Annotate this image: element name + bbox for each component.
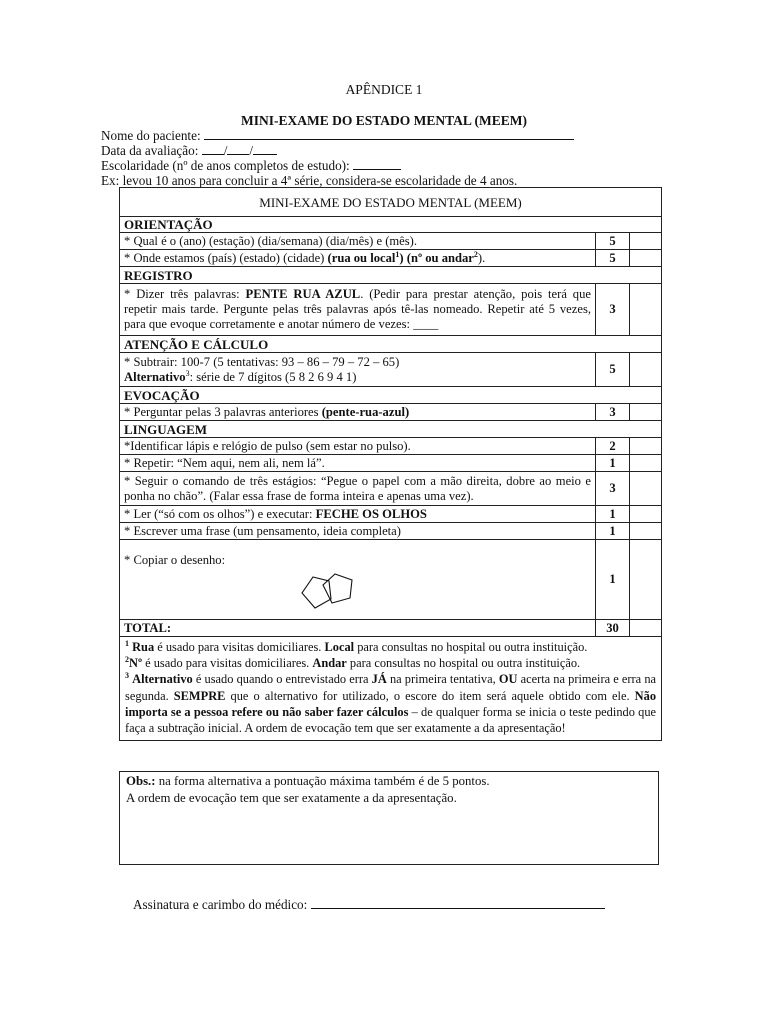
meem-table [119,187,662,741]
footnote-term: Local [324,640,355,654]
schooling-label: Escolaridade (nº de anos completos de estudo): [101,158,350,173]
item-text-bold: ) (nº ou andar [399,250,474,265]
item-text-bold: FECHE OS OLHOS [315,506,427,521]
date-separator: / [223,143,228,158]
item-orientation-time: * Qual é o (ano) (estação) (dia/semana) (dia/mês) e (mês). [120,233,596,250]
footnote-2 [125,655,656,671]
signature-label: Assinatura e carimbo do médico: [133,897,308,912]
total-label: TOTAL: [120,620,596,637]
footnote-number: 3 [125,671,129,681]
footnote-term: Nº [129,656,143,671]
appendix-heading: APÊNDICE 1 [345,82,423,97]
score-cell[interactable] [630,455,662,472]
date-month-blank[interactable] [227,143,249,155]
footnotes [120,637,662,741]
item-naming: *Identificar lápis e relógio de pulso (sem estar no pulso). [120,438,596,455]
max-score: 2 [596,438,630,455]
item-text: * Dizer três palavras: [124,287,246,301]
date-year-blank[interactable] [253,143,277,155]
section-linguagem: LINGUAGEM [120,421,662,438]
item-reading [120,506,596,523]
item-text: * Subtrair: 100-7 (5 tentativas: 93 – 86 – 79 – 72 – 65) [124,354,400,369]
item-text: : série de 7 dígitos (5 8 2 6 9 4 1) [189,369,357,384]
footnote-3 [125,671,656,736]
max-score: 3 [596,472,630,506]
patient-name-line [101,128,574,143]
footnote-number: 2 [125,655,129,665]
table-caption: MINI-EXAME DO ESTADO MENTAL (MEEM) [120,188,662,217]
footnote-1 [125,639,656,655]
item-text-bold: (pente-rua-azul) [321,404,410,419]
section-orientacao: ORIENTAÇÃO [120,217,662,233]
footnote-term: Não importa se a pessoa refere ou não saber fazer cálculos [125,688,657,719]
schooling-blank[interactable] [353,158,401,170]
obs-line-1 [126,773,652,790]
footnote-text: que o alternativo for utilizado, o escore do item será aquele obtido com ele. [225,688,635,703]
max-score: 1 [596,523,630,540]
footnote-ref: 2 [473,249,478,259]
score-cell[interactable] [630,523,662,540]
footnote-term: JÁ [371,672,387,687]
item-alternative [124,370,591,385]
max-score: 5 [596,233,630,250]
schooling-example: Ex: levou 10 anos para concluir a 4ª série, considera-se escolaridade de 4 anos. [101,173,518,188]
max-score: 3 [596,404,630,421]
score-cell[interactable] [630,404,662,421]
section-evocacao: EVOCAÇÃO [120,387,662,404]
item-text-bold: Alternativo [124,369,186,384]
max-score: 5 [596,250,630,267]
score-cell[interactable] [630,540,662,620]
item-text-bold: (rua ou local [327,250,396,265]
max-score: 1 [596,455,630,472]
score-cell[interactable] [630,353,662,387]
footnote-ref: 1 [395,249,400,259]
item-text: * Perguntar pelas 3 palavras anteriores [124,404,322,419]
item-copy-drawing [120,540,596,620]
max-score: 3 [596,284,630,336]
item-text: * Copiar o desenho: [124,553,226,567]
footnote-text: acerta na primeira e erra na segunda. [125,672,657,703]
item-recall [120,404,596,421]
evaluation-date-label: Data da avaliação: [101,143,199,158]
score-cell[interactable] [630,233,662,250]
obs-line-2: A ordem de evocação tem que ser exatamente a da apresentação. [126,791,457,805]
item-calculation [120,353,596,387]
footnote-term: OU [498,672,518,687]
footnote-term: Alternativo [132,672,193,687]
score-cell[interactable] [630,438,662,455]
footnote-text: é usado para visitas domiciliares. [142,656,313,671]
obs-label: Obs.: [126,774,156,788]
signature-blank[interactable] [311,897,605,909]
item-three-stage-command: * Seguir o comando de três estágios: “Pegue o papel com a mão direita, dobre ao meio e ponha no chão”. (Falar essa frase de forma inteira e apenas uma vez). [120,472,596,506]
section-registro: REGISTRO [120,267,662,284]
patient-name-label: Nome do paciente: [101,128,201,143]
footnote-text: é usado quando o entrevistado erra [192,672,372,687]
item-text: . (Pedir para prestar atenção, pois terá que repetir mais tarde. Pergunte pelas três palavras após tê-las nomeado. Repetir até 5 vezes, para que evoque corretamente e anotar número de vezes: ____ [124,287,591,331]
item-registration [120,284,596,336]
item-orientation-place [120,250,596,267]
footnote-text: é usado para visitas domiciliares. [154,640,325,654]
score-cell[interactable] [630,250,662,267]
footnote-term: SEMPRE [173,688,226,703]
footnote-text: para consultas no hospital ou outra instituição. [354,640,588,654]
observations-box [119,771,659,865]
score-cell[interactable] [630,506,662,523]
footnote-term: Rua [132,640,155,654]
total-score: 30 [596,620,630,637]
item-text: * Onde estamos (país) (estado) (cidade) [124,250,328,265]
footnote-text: na primeira tentativa, [386,672,499,687]
footnote-text: para consultas no hospital ou outra instituição. [346,656,581,671]
schooling-line [101,158,401,173]
signature-line [133,897,605,913]
footnote-ref: 3 [185,368,190,378]
max-score: 1 [596,540,630,620]
item-text: ). [477,250,486,265]
obs-text: na forma alternativa a pontuação máxima também é de 5 pontos. [155,774,490,788]
total-score-cell[interactable] [630,620,662,637]
max-score: 5 [596,353,630,387]
item-words-bold: PENTE RUA AZUL [245,287,361,301]
max-score: 1 [596,506,630,523]
item-repetition: * Repetir: “Nem aqui, nem ali, nem lá”. [120,455,596,472]
score-cell[interactable] [630,284,662,336]
intersecting-pentagons-drawing [294,568,364,618]
footnote-number: 1 [125,638,129,648]
evaluation-date-line [101,143,277,158]
footnote-term: Andar [312,656,347,671]
item-writing: * Escrever uma frase (um pensamento, ideia completa) [120,523,596,540]
document-title: MINI-EXAME DO ESTADO MENTAL (MEEM) [241,113,527,128]
section-atencao: ATENÇÃO E CÁLCULO [120,336,662,353]
item-text: * Ler (“só com os olhos”) e executar: [124,506,316,521]
patient-name-blank[interactable] [204,128,574,140]
date-separator: / [249,143,254,158]
date-day-blank[interactable] [202,143,224,155]
footnote-text: – de qualquer forma se inicia o teste pedindo que faça a subtração inicial. A ordem de evocação tem que ser exatamente a da apresentação! [125,704,657,736]
score-cell[interactable] [630,472,662,506]
